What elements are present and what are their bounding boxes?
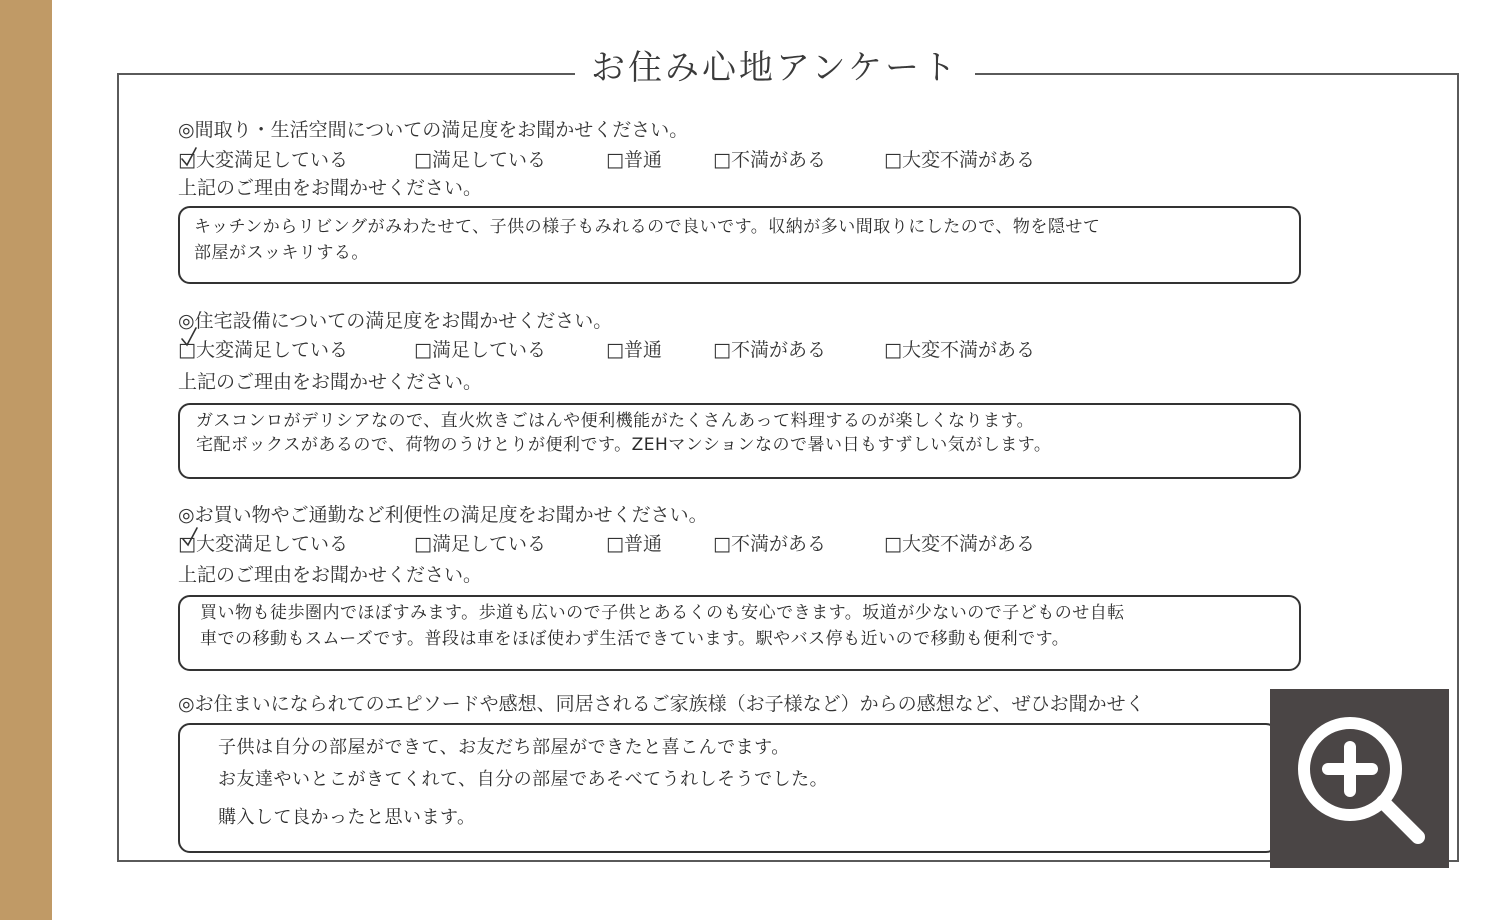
option-very-satisfied: □大変満足している (178, 149, 348, 171)
option-dissatisfied: □不満がある (713, 533, 826, 555)
option-satisfied: □満足している (414, 149, 546, 171)
survey-title: お住み心地アンケート (0, 44, 1500, 92)
reason-prompt: 上記のご理由をお聞かせください。 (178, 564, 483, 586)
checkmark-icon (180, 326, 198, 348)
answer-line: キッチンからリビングがみわたせて、子供の様子もみれるので良いです。収納が多い間取りにしたので、物を隠せて (194, 217, 1101, 237)
checkmark-icon (180, 146, 198, 168)
side-strip (0, 0, 52, 920)
option-very-dissatisfied: □大変不満がある (884, 149, 1035, 171)
option-neutral: □普通 (606, 339, 662, 361)
question-equipment: ◎住宅設備についての満足度をお聞かせください。 (178, 310, 613, 332)
option-very-satisfied: □大変満足している (178, 533, 348, 555)
answer-line: ガスコンロがデリシアなので、直火炊きごはんや便利機能がたくさんあって料理するのが楽しくなります。 (196, 411, 1035, 431)
answer-line: お友達やいとこがきてくれて、自分の部屋であそべてうれしそうでした。 (218, 769, 829, 790)
reason-prompt: 上記のご理由をお聞かせください。 (178, 371, 483, 393)
answer-line: 宅配ボックスがあるので、荷物のうけとりが便利です。ZEHマンションなので暑い日もすずしい気がします。 (196, 435, 1052, 455)
question-episode: ◎お住まいになられてのエピソードや感想、同居されるご家族様（お子様など）からの感想など、ぜひお聞かせく (178, 693, 1145, 715)
option-dissatisfied: □不満がある (713, 149, 826, 171)
option-very-satisfied: □大変満足している (178, 339, 348, 361)
question-layout: ◎間取り・生活空間についての満足度をお聞かせください。 (178, 119, 689, 141)
checkmark-icon (181, 526, 199, 548)
answer-line: 購入して良かったと思います。 (218, 807, 476, 828)
answer-line: 部屋がスッキリする。 (194, 243, 369, 263)
option-neutral: □普通 (606, 149, 662, 171)
option-very-dissatisfied: □大変不満がある (884, 339, 1035, 361)
answer-line: 子供は自分の部屋ができて、お友だち部屋ができたと喜こんでます。 (218, 737, 790, 758)
question-convenience: ◎お買い物やご通勤など利便性の満足度をお聞かせください。 (178, 504, 708, 526)
option-neutral: □普通 (606, 533, 662, 555)
option-satisfied: □満足している (414, 339, 546, 361)
option-very-dissatisfied: □大変不満がある (884, 533, 1035, 555)
zoom-button[interactable] (1270, 689, 1449, 868)
answer-line: 車での移動もスムーズです。普段は車をほぼ使わず生活できています。駅やバス停も近いので移動も便利です。 (200, 629, 1070, 649)
answer-line: 買い物も徒歩圏内でほぼすみます。歩道も広いので子供とあるくのも安心できます。坂道が少ないので子どものせ自転 (200, 603, 1125, 623)
option-satisfied: □満足している (414, 533, 546, 555)
zoom-in-icon (1270, 689, 1449, 868)
option-dissatisfied: □不満がある (713, 339, 826, 361)
reason-prompt: 上記のご理由をお聞かせください。 (178, 177, 483, 199)
